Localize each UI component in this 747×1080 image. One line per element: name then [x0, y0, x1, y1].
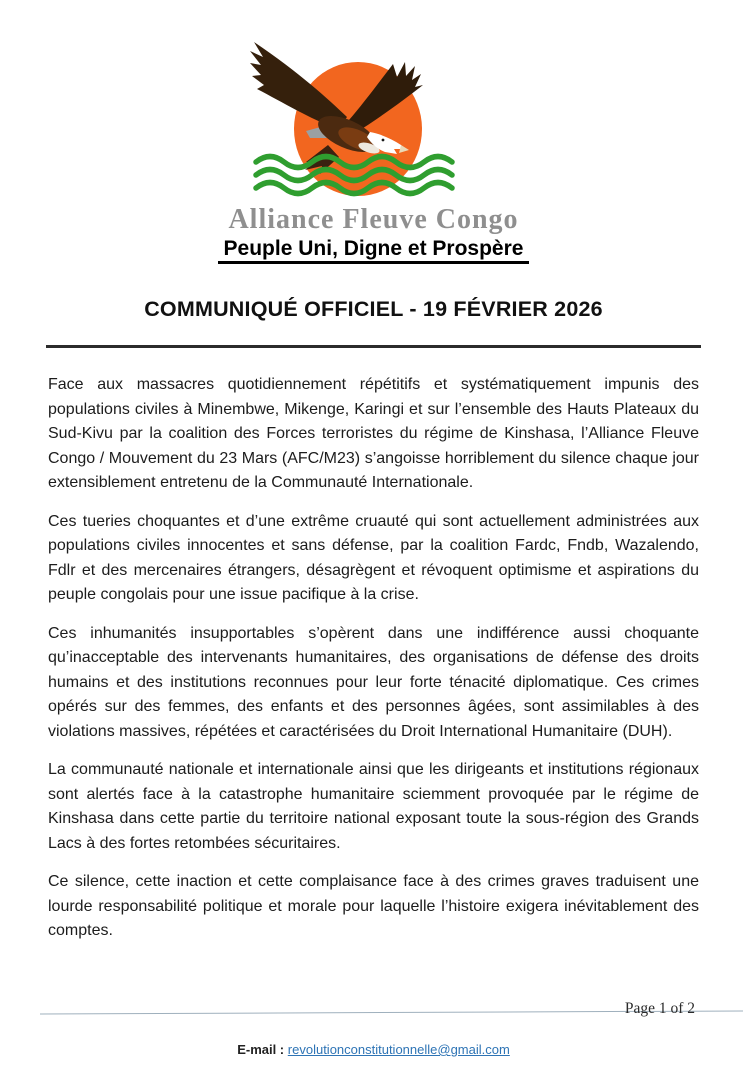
- email-label: E-mail :: [237, 1042, 285, 1057]
- body-paragraph-4: La communauté nationale et internationale ainsi que les dirigeants et institutions régionaux sont alertés face à la catastrophe humanitaire sciemment provoquée par le régime de Kinshasa dans cette partie du territoire national exposant toute la sous-région des Grands Lacs à des fortes retombées sécuritaires.: [48, 761, 699, 852]
- afc-eagle-river-logo-icon: [244, 35, 504, 207]
- org-motto: Peuple Uni, Digne et Prospère: [218, 237, 530, 264]
- document-body: [48, 373, 699, 944]
- org-name: Alliance Fleuve Congo: [228, 204, 519, 235]
- body-paragraph-2: Ces tueries choquantes et d’une extrême cruauté qui sont actuellement administrées aux populations civiles innocentes et sans défense, par la coalition Fardc, Fndb, Wazalendo, Fdlr et des mercenaires étrangers, désagrègent et révoquent optimisme et aspirations du peuple congolais pour une issue pacifique à la crise.: [48, 512, 699, 604]
- email-link[interactable]: revolutionconstitutionnelle@gmail.com: [287, 1042, 510, 1057]
- title-divider: [46, 345, 701, 348]
- page-number: Page 1 of 2: [624, 1000, 695, 1017]
- body-paragraph-5: Ce silence, cette inaction et cette complaisance face à des crimes graves traduisent une lourde responsabilité politique et morale pour laquelle l’histoire exigera inévitablement des comptes.: [48, 873, 699, 940]
- body-paragraph-3: Ces inhumanités insupportables s’opèrent dans une indifférence aussi choquante qu’inacceptable des intervenants humanitaires, des organisations de défense des droits humains et des institutions reconnues pour leur forte ténacité diplomatique. Ces crimes opérés sur des femmes, des enfants et des personnes âgées, sont assimilables à des violations massives, répétées et caractérisées du Droit International Humanitaire (DUH).: [48, 624, 699, 740]
- communique-title: COMMUNIQUÉ OFFICIEL - 19 FÉVRIER 2026: [144, 297, 603, 322]
- email-line: [0, 1042, 747, 1057]
- logo-block: [0, 0, 747, 264]
- body-paragraph-1: Face aux massacres quotidiennement répétitifs et systématiquement impunis des populations civiles à Minembwe, Mikenge, Karingi et sur l’ensemble des Hauts Plateaux du Sud-Kivu par la coalition des Forces terroristes du régime de Kinshasa, l’Alliance Fleuve Congo / Mouvement du 23 Mars (AFC/M23) s’angoisse horriblement du silence chaque jour extensiblement entretenu de la Communauté Internationale.: [48, 376, 699, 492]
